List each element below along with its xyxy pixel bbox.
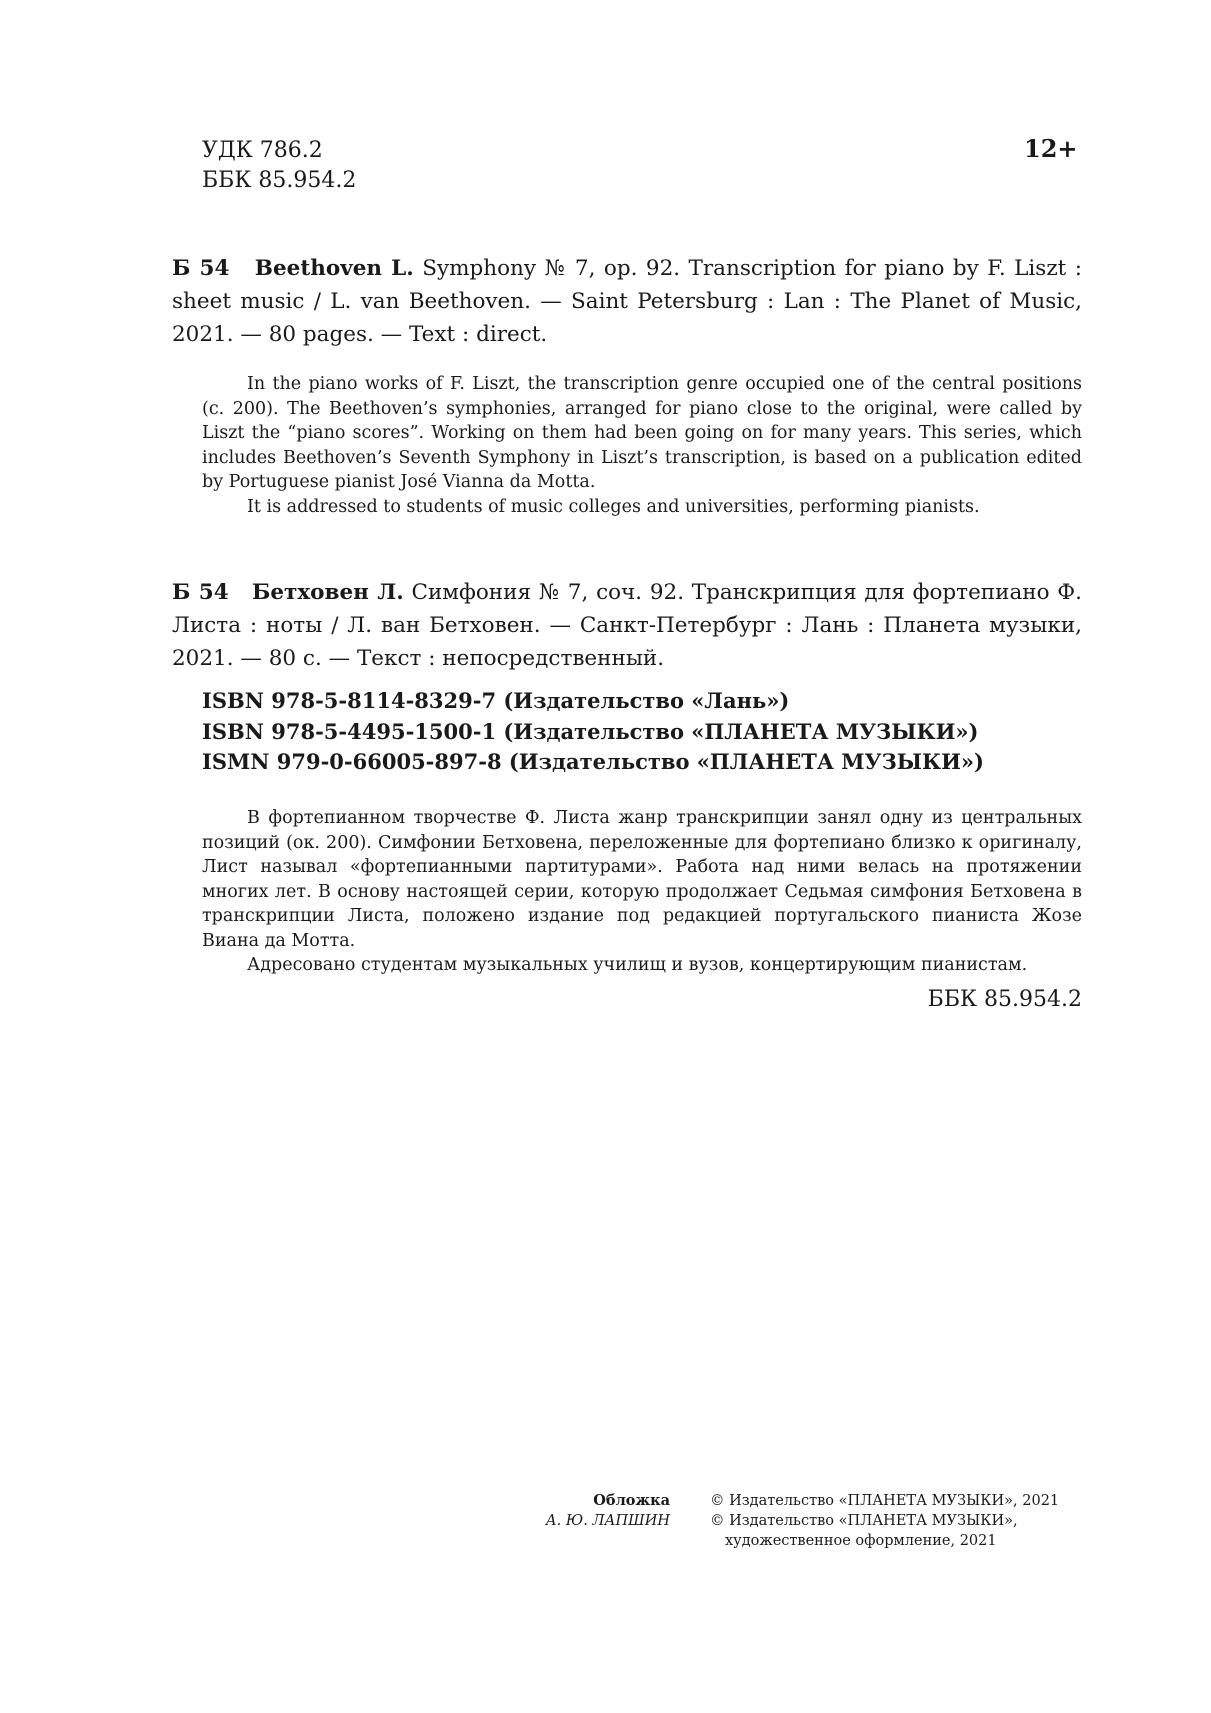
isbn-line: ISBN 978-5-8114-8329-7 (Издательство «Лань») <box>202 688 790 713</box>
copyright-line: © Издательство «ПЛАНЕТА МУЗЫКИ», 2021 <box>710 1493 1060 1509</box>
entry-tag: Б 54 <box>172 580 229 605</box>
bibliographic-entry-ru <box>172 576 1082 675</box>
isbn-line: ISBN 978-5-4495-1500-1 (Издательство «ПЛАНЕТА МУЗЫКИ») <box>202 718 979 744</box>
entry-text: Симфония № 7, соч. 92. Транскрипция для фортепиано Ф. Листа : ноты / Л. ван Бетховен. — Санкт-Петербург : Лань : Планета музыки, 2021. — 80 с. — Текст : непосредственный. <box>172 580 1082 671</box>
entry-text: Symphony № 7, op. 92. Transcription for piano by F. Liszt : sheet music / L. van Beethoven. — Saint Petersburg : Lan : The Planet of Music, 2021. — 80 pages. — Text : direct. <box>172 256 1083 347</box>
annotation-paragraph: Адресовано студентам музыкальных училищ и вузов, концертирующим пианистам. <box>247 955 1028 975</box>
ismn-line: ISMN 979-0-66005-897-8 (Издательство «ПЛАНЕТА МУЗЫКИ») <box>202 749 984 774</box>
cover-designer: А. Ю. ЛАПШИН <box>545 1513 670 1529</box>
bbk-code: ББК 85.954.2 <box>202 168 357 193</box>
entry-tag: Б 54 <box>172 256 230 281</box>
bibliographic-entry-en <box>172 252 1082 351</box>
annotation-paragraph: It is addressed to students of music colleges and universities, performing pianists. <box>247 496 980 517</box>
annotation-ru <box>202 806 1082 978</box>
cover-label: Обложка <box>593 1492 670 1509</box>
copyright-line: художественное оформление, 2021 <box>725 1533 997 1549</box>
age-rating: 12+ <box>1024 134 1078 163</box>
annotation-paragraph: В фортепианном творчестве Ф. Листа жанр транскрипции занял одну из центральных позиций (ок. 200). Симфонии Бетховена, переложенные для фортепиано близко к оригиналу, Лист называл «фортепианными партитурами». Работа над ними велась на протяжении многих лет. В основу настоящей серии, которую продолжает Седьмая симфония Бетховена в транскрипции Листа, положено издание под редакцией португальского пианиста Жозе Виана да Мотта. <box>202 808 1082 951</box>
bbk-code-bottom: ББК 85.954.2 <box>927 987 1082 1012</box>
entry-author: Beethoven L. <box>254 256 414 281</box>
entry-author: Бетховен Л. <box>251 580 404 605</box>
annotation-en <box>202 372 1082 519</box>
isbn-block <box>202 686 984 778</box>
copyright-block <box>710 1491 1059 1551</box>
udk-code: УДК 786.2 <box>202 138 323 163</box>
annotation-paragraph: In the piano works of F. Liszt, the transcription genre occupied one of the central positions (c. 200). The Beethoven’s symphonies, arranged for piano close to the original, were called by Liszt the “piano scores”. Working on them had been going on for many years. This series, which includes Beethoven’s Seventh Symphony in Liszt’s transcription, is based on a publication edited by Portuguese pianist José Vianna da Motta. <box>202 374 1082 492</box>
copyright-line: © Издательство «ПЛАНЕТА МУЗЫКИ», <box>710 1513 1018 1529</box>
